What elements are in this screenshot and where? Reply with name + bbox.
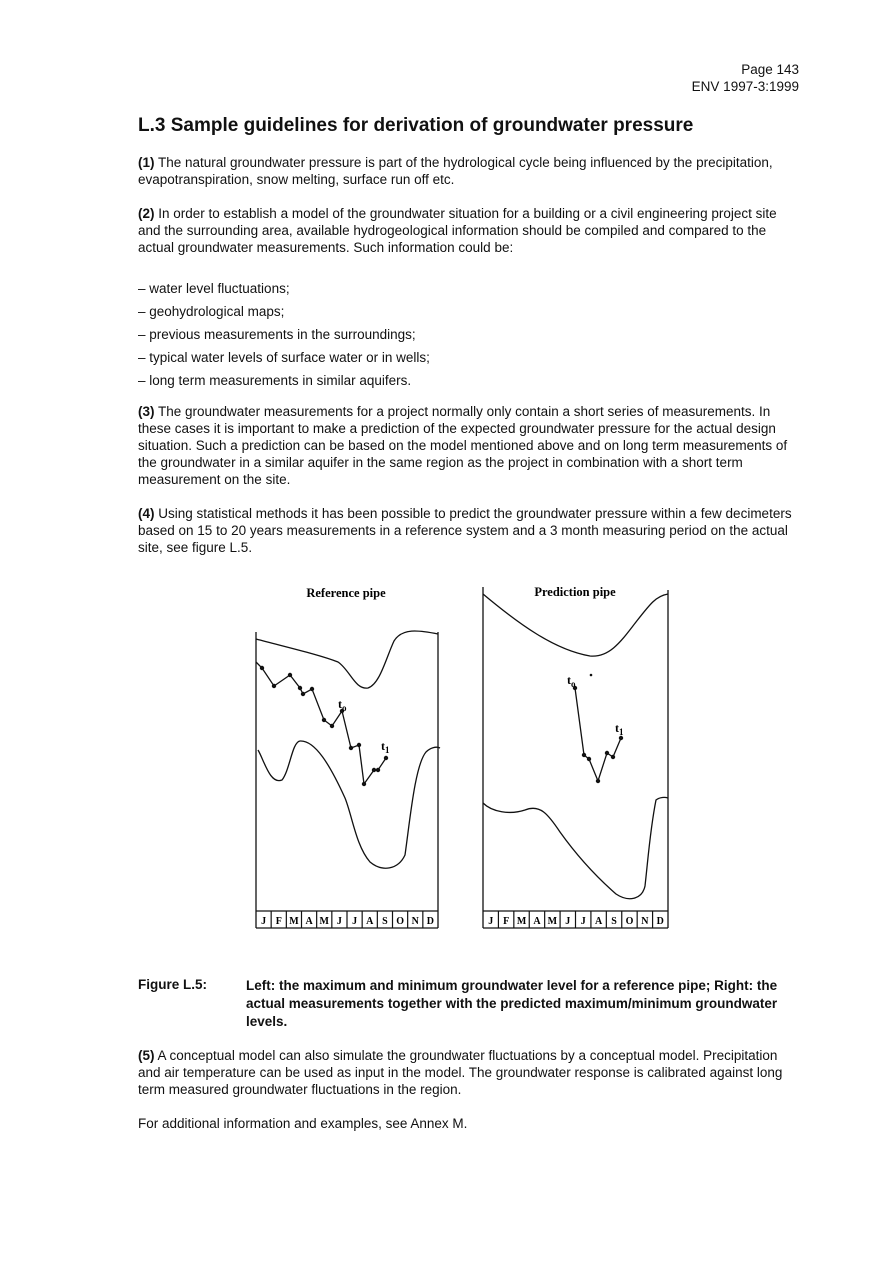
month-label: J xyxy=(580,916,586,927)
left-measurement-series xyxy=(256,662,386,784)
month-label: A xyxy=(533,916,541,927)
month-label: J xyxy=(336,916,342,927)
right-min-level-curve xyxy=(483,797,668,898)
month-label: M xyxy=(289,916,299,927)
paragraph-4 xyxy=(138,505,802,556)
left-measurement-points xyxy=(260,666,388,786)
right-month-axis xyxy=(488,911,664,928)
standard-number: ENV 1997-3:1999 xyxy=(691,79,799,94)
figure-caption-text: Left: the maximum and minimum groundwater level for a reference pipe; Right: the actual measurements together with the predicted maximum/minimum groundwater levels. xyxy=(246,978,778,1029)
month-label: M xyxy=(516,916,527,927)
paragraph-number: (1) xyxy=(138,155,155,170)
t0-label: $t_o$ xyxy=(567,673,576,689)
paragraph-number: (4) xyxy=(138,506,155,521)
month-label: J xyxy=(261,916,267,927)
paragraph-number: (2) xyxy=(138,206,155,221)
t0-label: $t_o$ xyxy=(338,697,347,713)
paragraph-1 xyxy=(138,154,802,188)
paragraph-text: A conceptual model can also simulate the groundwater fluctuations by a conceptual model. Precipitation and air temperature can be used as input in the model. The groundwater response is calibrated against long term measured groundwater fluctuations in the region. xyxy=(138,1048,783,1097)
month-label: M xyxy=(547,916,558,927)
page-header xyxy=(692,61,799,95)
month-label: A xyxy=(305,916,313,927)
right-figure-title: Prediction pipe xyxy=(534,585,616,599)
paragraph-text: Using statistical methods it has been possible to predict the groundwater pressure within a few decimeters based on 15 to 20 years measurements in a reference system and a 3 month measuring period on the actual site, see figure L.5. xyxy=(138,506,792,555)
month-label: J xyxy=(352,916,358,927)
page-number: Page 143 xyxy=(741,62,799,77)
paragraph-text: The groundwater measurements for a project normally only contain a short series of measurements. In these cases it is important to make a prediction of the expected groundwater pressure for the actual design situation. Such a prediction can be based on the model mentioned above and on long term measurements of the groundwater in a similar aquifer in the same region as the project in combination with a short term measurement on the site. xyxy=(138,404,788,487)
t1-label: $t_1$ xyxy=(381,739,390,755)
paragraph-3 xyxy=(138,403,802,488)
left-min-level-curve xyxy=(258,741,440,868)
month-label: A xyxy=(366,916,374,927)
t1-label: $t_1$ xyxy=(615,721,624,737)
paragraph-number: (5) xyxy=(138,1048,155,1063)
section-title: L.3 Sample guidelines for derivation of groundwater pressure xyxy=(138,115,694,136)
month-label: A xyxy=(595,916,603,927)
list-item: – water level fluctuations; xyxy=(138,281,290,296)
paragraph-text: The natural groundwater pressure is part of the hydrological cycle being influenced by the precipitation, evapotranspiration, snow melting, surface run off etc. xyxy=(138,155,773,187)
list-item: – previous measurements in the surroundings; xyxy=(138,327,416,342)
figure-caption-label: Figure L.5: xyxy=(138,977,208,992)
month-label: N xyxy=(641,916,649,927)
information-list xyxy=(138,277,430,392)
list-item: – geohydrological maps; xyxy=(138,304,285,319)
paragraph-number: (3) xyxy=(138,404,155,419)
month-label: F xyxy=(503,916,510,927)
right-max-level-curve xyxy=(483,594,668,656)
month-label: D xyxy=(426,916,435,927)
month-label: F xyxy=(275,916,282,927)
month-label: D xyxy=(656,916,664,927)
month-label: J xyxy=(488,916,494,927)
month-label: S xyxy=(382,916,388,927)
figure-L5 xyxy=(0,575,893,935)
month-label: O xyxy=(396,916,404,927)
list-item: – typical water levels of surface water or in wells; xyxy=(138,350,430,365)
list-item: – long term measurements in similar aquifers. xyxy=(138,373,412,388)
month-label: M xyxy=(319,916,329,927)
paragraph-5 xyxy=(138,1047,802,1098)
left-figure-title: Reference pipe xyxy=(306,586,386,600)
month-label: S xyxy=(611,916,617,927)
paragraph-6: For additional information and examples, see Annex M. xyxy=(138,1116,468,1131)
month-label: N xyxy=(411,916,419,927)
month-label: J xyxy=(565,916,571,927)
paragraph-text: In order to establish a model of the groundwater situation for a building or a civil engineering project site and the surrounding area, available hydrogeological information should be compiled and compared to the actual groundwater measurements. Such information could be: xyxy=(138,206,777,255)
paragraph-2 xyxy=(138,205,802,256)
month-label: O xyxy=(625,916,634,927)
left-month-axis xyxy=(261,911,434,928)
